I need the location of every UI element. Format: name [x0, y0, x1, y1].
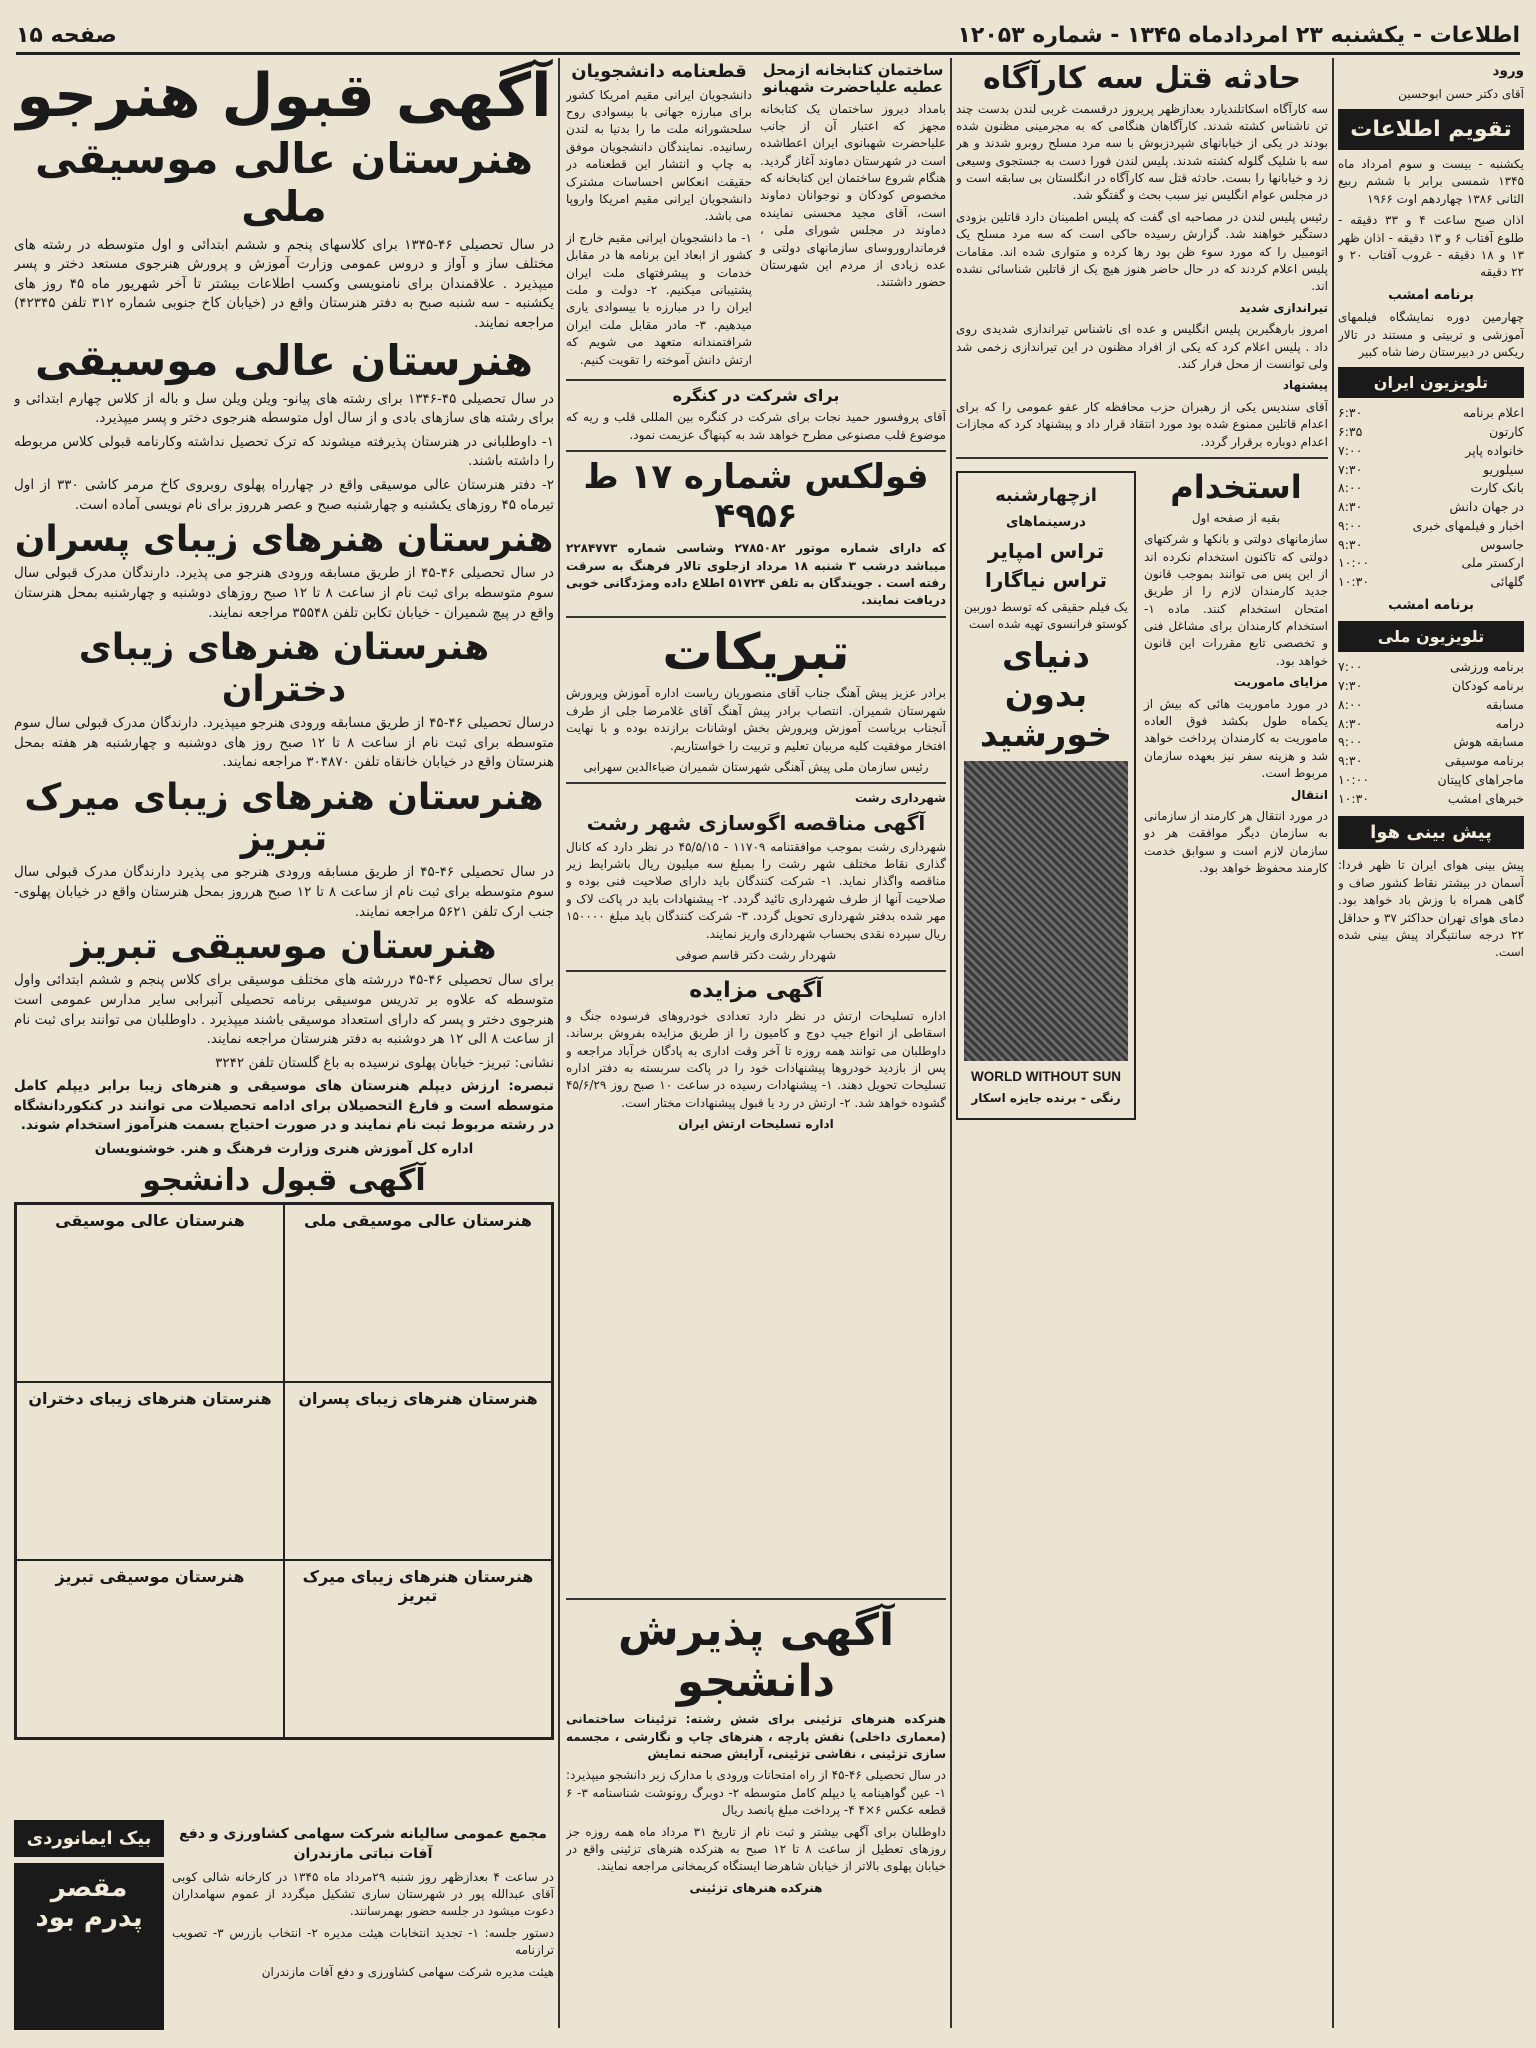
school3-heading: هنرستان هنرهای زیبای پسران — [14, 519, 554, 561]
tv2-schedule — [1338, 658, 1524, 808]
schedule-program: خبرهای امشب — [1447, 790, 1524, 806]
film-ad-title: مقصر پدرم بود — [14, 1863, 164, 2030]
schedule-program: درامه — [1495, 715, 1524, 731]
schedule-program: مسابقه — [1485, 696, 1524, 712]
library-text: بامداد دیروز ساختمان یک کتابخانه مجهز که اعتبار آن از جانب علیاحضرت شهبانوی ایران اعطاشده است در شهرستان دماوند آغاز گردید. هنگام شروع ساختمان این کتابخانه که مخصوص کودکان و نوجوانان دماوند است، آقای مجید محسنی نماینده دماوند در مجلس شورای ملی ، فرمانداروروسای سازمانهای دولتی و عده زیادی از مردم این شهرستان حضور داشتند. — [760, 101, 946, 290]
schedule-time: ۹:۰۰ — [1338, 517, 1363, 533]
auction-signature: اداره تسلیحات ارتش ایران — [678, 1117, 834, 1132]
murder-text2: رئیس پلیس لندن در مصاحبه ای گفت که پلیس اطمینان دارد قاتلین بزودی دستگیر خواهند شد. گزارش رسیده حاکی است که سه مرد مسلح یک اتومبیل را که مورد سوء ظن بود رها کرده و متواری شده اند. مقامات پلیس اعلام کردند که در حال حاضر هنوز هیچ یک از قاتلین شناسائی نشده اند. — [956, 209, 1328, 294]
proposal-subheading: پیشنهاد — [1282, 378, 1328, 393]
divider — [566, 450, 946, 452]
auction-text: اداره تسلیحات ارتش در نظر دارد تعدادی خودروهای فرسوده جنگ و اسقاطی از انواع جیپ دوج و کامیون را از طریق مزایده بفروش برساند. داوطلبان می توانند همه روزه تا آخر وقت اداری به پادگان خرآباد مراجعه و پس از بازدید خودروها پیشنهادات خود را در پاکت سربسته به دفتر اداره تسلیحات تحویل دهند. ۱- پیشنهادات رسیده در ساعت ۱۰ صبح روز ۴۵/۶/۲۹ گشوده خواهد شد. ۲- ارتش در رد یا قبول پیشنهادات مختار است. — [566, 1008, 946, 1110]
schedule-program: برنامه کودکان — [1452, 678, 1524, 694]
header-date: اطلاعات - یکشنبه ۲۳ امردادماه ۱۳۴۵ - شماره ۱۲۰۵۳ — [957, 22, 1520, 48]
schedule-time: ۹:۳۰ — [1338, 753, 1363, 769]
congress-title: برای شرکت در کنگره — [672, 385, 840, 405]
ad-signature: اداره کل آموزش هنری وزارت فرهنگ و هنر. خوشنویسان — [94, 1140, 474, 1157]
admission-signature: هنرکده هنرهای تزئینی — [689, 1880, 823, 1895]
weather-text: پیش بینی هوای ایران تا ظهر فردا: آسمان در بیشتر نقاط کشور صاف و گاهی همراه با وزش باد خواهد بود. دمای هوای تهران حداکثر ۳۷ و حداقل ۲۲ درجه سانتیگراد پیش بینی شده است. — [1338, 858, 1524, 960]
school4-text: درسال تحصیلی ۴۶-۴۵ از طریق مسابقه ورودی هنرجو میپذیرد. دارندگان مدرک قبولی سال سوم متوسطه برای ثبت نام از ساعت ۸ تا ۱۲ صبح روز های دوشنبه و چهارشنبه هر هفته بمحل هنرستان واقع در خیابان خانقاه تلفن ۳۰۴۸۷۰ مراجعه نمایند. — [14, 714, 554, 771]
school5-heading: هنرستان هنرهای زیبای میرک تبریز — [24, 776, 544, 860]
school5-text: در سال تحصیلی ۴۶-۴۵ از طریق مسابقه ورودی هنرجو می پذیرد دارندگان مدرک قبولی سال سوم متوسطه برای ثبت نام از ساعت ۸ تا ۱۲ صبح هرروز بمحل هنرستان واقع در خیابان پهلوی- جنب ارک تلفن ۵۶۲۱ مراجعه نمایند. — [14, 864, 554, 920]
schedule-row — [1338, 498, 1524, 517]
film-caption: WORLD WITHOUT SUN — [971, 1068, 1121, 1084]
rasht-text: شهرداری رشت بموجب موافقتنامه ۱۱۷۰۹ - ۴۵/۵/۱۵ در نظر دارد که کانال گذاری نقاط مختلف شهر رشت را بمبلغ سه میلیون ریال باشرایط زیر مناقصه واگذار نماید. ۱- شرکت کنندگان باید دارای صلاحیت فنی بوده و صلاحیت آنها از طرف شهرداری تائید گردد. ۲- پیشنهادات باید در پاکت لاک و مهر شده بدفتر شهرداری تحویل گردد. ۳- شرکت کنندگان باید مبلغ ۱۵۰۰۰۰ ریال سپرده نقدی بحساب شهرداری واریز نمایند. — [566, 839, 946, 941]
header-page-number: صفحه ۱۵ — [16, 22, 117, 48]
schedule-row — [1338, 517, 1524, 536]
assembly-text: در ساعت ۴ بعدازظهر روز شنبه ۲۹مرداد ماه ۱۳۴۵ در کارخانه شالی کوبی آقای عبدالله پور در شهرستان ساری تشکیل میگردد از عموم سهامداران دعوت میشود در جلسه حضور بهمرسانند. — [172, 1869, 555, 1919]
assembly-signature: هیئت مدیره شرکت سهامی کشاورزی و دفع آفات مازندران — [261, 1964, 554, 1979]
admission-title: آگهی پذیرش دانشجو — [617, 1605, 895, 1707]
cinema-ad — [956, 471, 1136, 1120]
tv1-schedule — [1338, 404, 1524, 592]
proposal-text: آقای سندیس یکی از رهبران حزب محافظه کار عفو عمومی را که برای اعدام قاتلین ممنوع شده بود مورد انتقاد قرار داد و پیشنهاد کرد که مجازات اعدام دوباره برقرار گردد. — [956, 399, 1328, 449]
congrats-text: برادر عزیز پیش آهنگ جناب آقای منصوریان ریاست اداره آموزش وپرورش شهرستان شمیران. انتصاب برادر پیش آهنگ آقای غلامرضا جلی از طرف آنجناب بریاست آموزش وپرورش بخش اوشانات برازنده بوده و با نهایت افتخار موفقیت کلیه مربیان تعلیم و تربیت را خواستاریم. — [566, 686, 946, 753]
employment-text2: در مورد ماموریت هائی که بیش از یکماه طول بکشد فوق العاده ماموریت به کارمندان پرداخت خواهد شد و هزینه سفر نیز بعهده سازمان مربوط است. — [1144, 696, 1328, 781]
calendar-times: اذان صبح ساعت ۴ و ۳۳ دقیقه - طلوع آفتاب ۶ و ۱۳ دقیقه - اذان ظهر ۱۳ و ۱۸ دقیقه - غروب آفتاب ۲۰ و ۲۲ دقیقه — [1338, 213, 1524, 280]
column-divider — [558, 58, 560, 2028]
schedule-program: اعلام برنامه — [1462, 405, 1524, 421]
employment-text: سازمانهای دولتی و بانکها و شرکتهای دولتی که تاکنون استخدام نکرده اند از این پس می توانند بموجب قانون جدید کارمندان لازم را از طریق امتحان استخدام کنند. ماده ۱- استخدام کارمندان برای مشاغل فنی و تخصصی تابع مقررات این قانون خواهد بود. — [1144, 532, 1328, 668]
arrival-text: آقای دکتر حسن ابوحسین — [1398, 86, 1524, 101]
column-four — [1338, 58, 1524, 2028]
divider — [566, 782, 946, 784]
divider — [566, 1598, 946, 1600]
schedule-time: ۷:۰۰ — [1338, 659, 1363, 675]
schedule-time: ۱۰:۰۰ — [1338, 555, 1370, 571]
page-header — [16, 18, 1520, 55]
school6-note: تبصره: ارزش دیپلم هنرستان های موسیقی و هنرهای زیبا برابر دیپلم کامل متوسطه است و فارغ التحصیلان برای ادامه تحصیلات می توانند در کنکوردانشگاه در رشته مربوط ثبت نام نمایند و در صورت احتیاج بسمت هنرآموز استخدام شوند. — [14, 1078, 554, 1134]
schedule-program: برنامه ورزشی — [1449, 659, 1524, 675]
column-three — [956, 58, 1328, 2028]
lost-car-text: که دارای شماره موتور ۲۷۸۵۰۸۲ وشاسی شماره ۲۲۸۴۷۷۳ میباشد درشب ۳ شنبه ۱۸ مرداد ازجلوی تالار فرهنگ به سرقت رفته است . جویندگان به تلفن ۵۱۷۲۴ اطلاع داده ومژدگانی خوبی دریافت نمایند. — [566, 541, 946, 608]
schedule-program: در جهان دانش — [1449, 499, 1524, 515]
schedule-row — [1338, 677, 1524, 696]
coupon-cell[interactable]: هنرستان موسیقی تبریز — [16, 1560, 284, 1738]
schedule-program: مسابقه هوش — [1453, 734, 1524, 750]
cinema-text: یک فیلم حقیقی که توسط دوربین کوستو فرانسوی تهیه شده است — [964, 599, 1128, 631]
coupon-cell[interactable]: هنرستان عالی موسیقی ملی — [284, 1204, 552, 1382]
schedule-time: ۱۰:۳۰ — [1338, 790, 1370, 806]
schedule-row — [1338, 715, 1524, 734]
film-ad-top: بیک ایمانوردی — [14, 1820, 164, 1857]
film-footer: رنگی - برنده جایزه اسکار — [971, 1091, 1121, 1106]
cinema-names: تراس امپایر تراس نیاگارا — [984, 538, 1108, 592]
rasht-signature: شهردار رشت دکتر قاسم صوفی — [675, 948, 837, 963]
schedule-row — [1338, 479, 1524, 498]
schedule-row — [1338, 752, 1524, 771]
assembly-title: مجمع عمومی سالیانه شرکت سهامی کشاورزی و دفع آفات نباتی مازندران — [179, 1826, 547, 1863]
library-title: ساختمان کتابخانه ازمحل عطیه علیاحضرت شهبانو — [762, 61, 944, 97]
cinema-heading: درسینماهای — [1006, 514, 1086, 531]
schedule-row — [1338, 554, 1524, 573]
schedule-program: گلهائی — [1490, 574, 1524, 590]
schedule-time: ۸:۰۰ — [1338, 480, 1363, 496]
schedule-program: اخبار و فیلمهای خبری — [1412, 517, 1524, 533]
program2-title: برنامه امشب — [1388, 596, 1474, 613]
schedule-time: ۶:۳۰ — [1338, 405, 1363, 421]
divider — [956, 457, 1328, 459]
admission-notice — [566, 1592, 946, 2032]
schedule-program: ماجراهای کاپیتان — [1437, 771, 1524, 787]
school6-address: نشانی: تبریز- خیابان پهلوی نرسیده به باغ گلستان تلفن ۳۲۴۲ — [215, 1054, 554, 1071]
schedule-time: ۸:۳۰ — [1338, 499, 1363, 515]
schedule-row — [1338, 658, 1524, 677]
weather-header: پیش بینی هوا — [1338, 816, 1524, 849]
cinema-opening: ازچهارشنبه — [995, 484, 1097, 506]
schedule-row — [1338, 461, 1524, 480]
employment-title: استخدام — [1170, 467, 1302, 506]
resolution-text2: ۱- ما دانشجویان ایرانی مقیم خارج از کشور از ابعاد این برنامه ها در مقابل خدمات و پیشرفتهای ملت ایران پشتیبانی میکنیم. ۲- دولت و ملت ایران را در مبارزه با بیسوادی یاری میدهیم. ۳- مادر مقابل ملت ایران شرافتمندانه متعهد می شویم که ارتش دانش آموخته را تقویت کنیم. — [566, 230, 752, 367]
schedule-row — [1338, 573, 1524, 592]
congress-text: آقای پروفسور حمید نجات برای شرکت در کنگره بین المللی قلب و ریه که موضوع قلب مصنوعی مطرح خواهد شد به کپنهاگ عزیمت نمود. — [566, 410, 946, 442]
assembly-agenda: دستور جلسه: ۱- تجدید انتخابات هیئت مدیره ۲- انتخاب بازرس ۳- تصویب ترازنامه — [172, 1925, 555, 1958]
film-ad — [14, 1820, 164, 2030]
school2-text: در سال تحصیلی ۴۵-۱۳۴۶ برای رشته های پیانو- ویلن ویلن سل و باله از کلاس چهارم ابتدائی و برای رشته های سازهای بادی و از سال اول متوسطه هنرجوی دختر و پسر میپذیرد. — [14, 390, 554, 427]
employment-text3: در مورد انتقال هر کارمند از سازمانی به سازمان دیگر موافقت هر دو سازمان لازم است و سوابق خدمت کارمند محفوظ خواهد بود. — [1144, 808, 1328, 876]
admission-list: در سال تحصیلی ۴۶-۴۵ از راه امتحانات ورودی با مدارک زیر دانشجو میپذیرد: ۱- عین گواهینامه یا دیپلم کامل متوسطه ۲- دوبرگ رونوشت شناسنامه ۳- ۶ قطعه عکس ۶×۴ ۴- پرداخت مبلغ پانصد ریال — [566, 1768, 946, 1818]
ad-subtitle: هنرستان عالی موسیقی ملی — [35, 134, 533, 232]
schedule-row — [1338, 771, 1524, 790]
column-two — [566, 58, 946, 1588]
school2-heading: هنرستان عالی موسیقی — [35, 336, 533, 386]
tv2-header: تلویزیون ملی — [1338, 621, 1524, 652]
schedule-program: خانواده پاپر — [1465, 442, 1524, 458]
program-text: چهارمین دوره نمایشگاه فیلمهای آموزشی و تربیتی و مستند در تالار ریکس در دبیرستان رضا شاه کبیر — [1338, 310, 1524, 360]
auction-title: آگهی مزایده — [689, 978, 823, 1004]
school6-text: برای سال تحصیلی ۴۶-۴۵ دررشته های مختلف موسیقی برای کلاس پنجم و ششم ابتدائی واول متوسطه که علاوه بر تدریس موسیقی برنامه تحصیلی آنبرابی سایر مدارس عمومی است هنرجوی دختر و پسر که دارای استعداد موسیقی باشند میپذیرد . داوطلبان می توانند برای ثبت نام از ساعت ۸ الی ۱۲ هر دوشنبه به دفتر هنرستان مراجعه نمایند. — [14, 972, 554, 1048]
shooting-text: امروز بارهگیرین پلیس انگلیس و عده ای ناشناس تیراندازی شدیدی روی داد . پلیس اعلام کرد که یکی از افراد مظنون در این تیراندازی زخمی شد ولی توانست از محل فرار کند. — [956, 322, 1328, 371]
film-poster-image — [964, 761, 1128, 1061]
schedule-row — [1338, 733, 1524, 752]
schedule-program: برنامه موسیقی — [1444, 753, 1524, 769]
admission-text: هنرکده هنرهای تزئینی برای شش رشته: تزئینات ساختمانی (معماری داخلی) نقش پارچه ، هنرهای چاپ و نگارشی ، مجسمه سازی تزئینی ، نقاشی تزئینی، آرایش صحنه نمایش — [566, 1712, 946, 1761]
school1-text: در سال تحصیلی ۴۶-۱۳۴۵ برای کلاسهای پنجم و ششم ابتدائی و اول متوسطه در رشته های مختلف ساز و آواز و دروس عمومی وزارت آموزش و پرورش هنرجوی مستعد دختر و پسر میپذیرد . علاقمندان برای نامنویسی وکسب اطلاعات بیشتر تا آخر شهریور ماه ۴۵ روز های یکشنبه - سه شنبه صبح به دفتر هنرستان واقع در (خیابان کاخ جنوبی شماره ۳۱۲ تلفن ۴۲۳۴۵) مراجعه نمایند. — [14, 236, 554, 331]
schedule-row — [1338, 423, 1524, 442]
schedule-program: ارکستر ملی — [1461, 555, 1524, 571]
congrats-title: تبریکات — [662, 622, 850, 681]
congrats-signature: رئیس سازمان ملی پیش آهنگی شهرستان شمیران ضیاءالدین سهرابی — [583, 759, 929, 774]
schedule-time: ۸:۰۰ — [1338, 696, 1363, 712]
coupon-title: آگهی قبول دانشجو — [142, 1162, 426, 1198]
film-title: دنیای بدون خورشید — [979, 636, 1113, 755]
school2-note1: ۱- داوطلبانی در هنرستان پذیرفته میشوند که ترک تحصیل نداشته وکارنامه قبولی کلاس مربوطه را داشته باشند. — [14, 433, 554, 470]
school6-heading: هنرستان موسیقی تبریز — [71, 926, 497, 968]
schedule-program: کارتون — [1489, 424, 1524, 440]
schedule-time: ۷:۳۰ — [1338, 461, 1363, 477]
schedule-program: جاسوس — [1480, 536, 1524, 552]
tv1-header: تلویزیون ایران — [1338, 367, 1524, 398]
ad-title: آگهی قبول هنرجو — [16, 61, 552, 131]
schedule-program: بانک کارت — [1470, 480, 1524, 496]
school4-heading: هنرستان هنرهای زیبای دختران — [78, 627, 490, 710]
employment-sub3: انتقال — [1290, 787, 1328, 802]
bottom-left-ads — [14, 1820, 554, 2030]
employment-sub: بقیه از صفحه اول — [1191, 510, 1281, 525]
assembly-notice — [172, 1820, 554, 2030]
schedule-time: ۹:۳۰ — [1338, 536, 1363, 552]
coupon-cell[interactable]: هنرستان هنرهای زیبای دختران — [16, 1382, 284, 1560]
schedule-row — [1338, 404, 1524, 423]
school2-note2: ۲- دفتر هنرستان عالی موسیقی واقع در چهارراه پهلوی روبروی کاخ مرمر کاشی ۳۳۰ از اول تیرماه ۴۵ روزهای یکشنبه و چهارشنبه صبح و عصر هرروز برای نام نویسی آماده است. — [14, 476, 554, 513]
murder-text: سه کارآگاه اسکاتلندیارد بعدازظهر پریروز درقسمت غربی لندن بدست چند تن ناشناس کشته شدند. کارآگاهان هنگامی که به مجرمینی مظنون شده بودند در یکی از خیابانهای شپردزبوش با سه مرد مسلح روبرو شدند و هر سه با شلیک گلوله کشته شدند. پلیس لندن فورا دست به جستجوی وسیعی زد و خیابانها را بست. حادثه قتل سه کارآگاه در انگلستان بی سابقه است و در مجلس عوام انگلیس نیز سبب بحث و گفتگو شد. — [956, 101, 1328, 203]
divider — [566, 970, 946, 972]
calendar-header: تقویم اطلاعات — [1338, 109, 1524, 150]
coupon-cell[interactable]: هنرستان هنرهای زیبای پسران — [284, 1382, 552, 1560]
employment-sub2: مزایای ماموریت — [1233, 675, 1328, 690]
schedule-time: ۷:۰۰ — [1338, 442, 1363, 458]
coupon-cell[interactable]: هنرستان عالی موسیقی — [16, 1204, 284, 1382]
calendar-text: یکشنبه - بیست و سوم امرداد ماه ۱۳۴۵ شمسی برابر با ششم ربیع الثانی ۱۳۸۶ چهاردهم اوت ۱۹۶۶ — [1338, 156, 1524, 206]
column-divider — [950, 58, 952, 2028]
arrival-heading: ورود — [1492, 63, 1524, 79]
coupon-cell[interactable]: هنرستان هنرهای زیبای میرک تبریز — [284, 1560, 552, 1738]
schedule-row — [1338, 790, 1524, 809]
schedule-row — [1338, 442, 1524, 461]
lost-car-title: فولکس شماره ۱۷ ط ۴۹۵۶ — [583, 457, 929, 537]
schedule-program: سیلوریو — [1483, 461, 1524, 477]
music-schools-ad — [14, 58, 554, 2028]
admission-text2: داوطلبان برای آگهی بیشتر و ثبت نام از تاریخ ۳۱ مرداد ماه همه روزه جز روزهای تعطیل از ساعت ۸ تا ۱۲ صبح به هنرکده هنرهای تزئینی واقع در خیابان پهلوی بالاتر از خیابان شاهرضا ایستگاه کریمخانی مراجعه نمایند. — [566, 1824, 946, 1874]
program-title: برنامه امشب — [1388, 286, 1474, 303]
divider — [566, 379, 946, 381]
murder-title: حادثه قتل سه کارآگاه — [982, 61, 1302, 96]
coupon-grid — [14, 1202, 554, 1740]
divider — [566, 616, 946, 618]
rasht-head: شهرداری رشت — [855, 791, 946, 806]
schedule-time: ۷:۳۰ — [1338, 678, 1363, 694]
schedule-time: ۶:۳۵ — [1338, 424, 1363, 440]
schedule-time: ۱۰:۳۰ — [1338, 574, 1370, 590]
schedule-time: ۹:۰۰ — [1338, 734, 1363, 750]
school3-text: در سال تحصیلی ۴۶-۴۵ از طریق مسابقه ورودی هنرجو می پذیرد. دارندگان مدرک قبولی سال سوم متوسطه برای ثبت نام از ساعت ۸ تا ۱۲ صبح روزهای دوشنبه و چهارشنبه بمحل هنرستان واقع در پیچ شمیران - خیابان تکابن تلفن ۳۵۵۴۸ مراجعه نمایند. — [14, 565, 554, 621]
resolution-text: دانشجویان ایرانی مقیم امریکا کشور برای مبارزه جهانی با بیسوادی روح سلحشورانه ملت ما را بدنیا به لندن رسانیده. نمایندگان دانشجویان موفق به چاپ و انتشار این قطعنامه در حقیقت انعکاس احساسات مشترک دانشجویان ایرانی مقیم امریکا واروپا می باشد. — [566, 87, 752, 224]
column-divider — [1332, 58, 1334, 2028]
schedule-time: ۸:۳۰ — [1338, 715, 1363, 731]
resolution-title: قطعنامه دانشجویان — [571, 61, 747, 82]
rasht-title: آگهی مناقصه اگوسازی شهر رشت — [586, 810, 926, 835]
schedule-row — [1338, 536, 1524, 555]
schedule-time: ۱۰:۰۰ — [1338, 771, 1370, 787]
shooting-subheading: تیراندازی شدید — [1239, 300, 1328, 315]
schedule-row — [1338, 696, 1524, 715]
